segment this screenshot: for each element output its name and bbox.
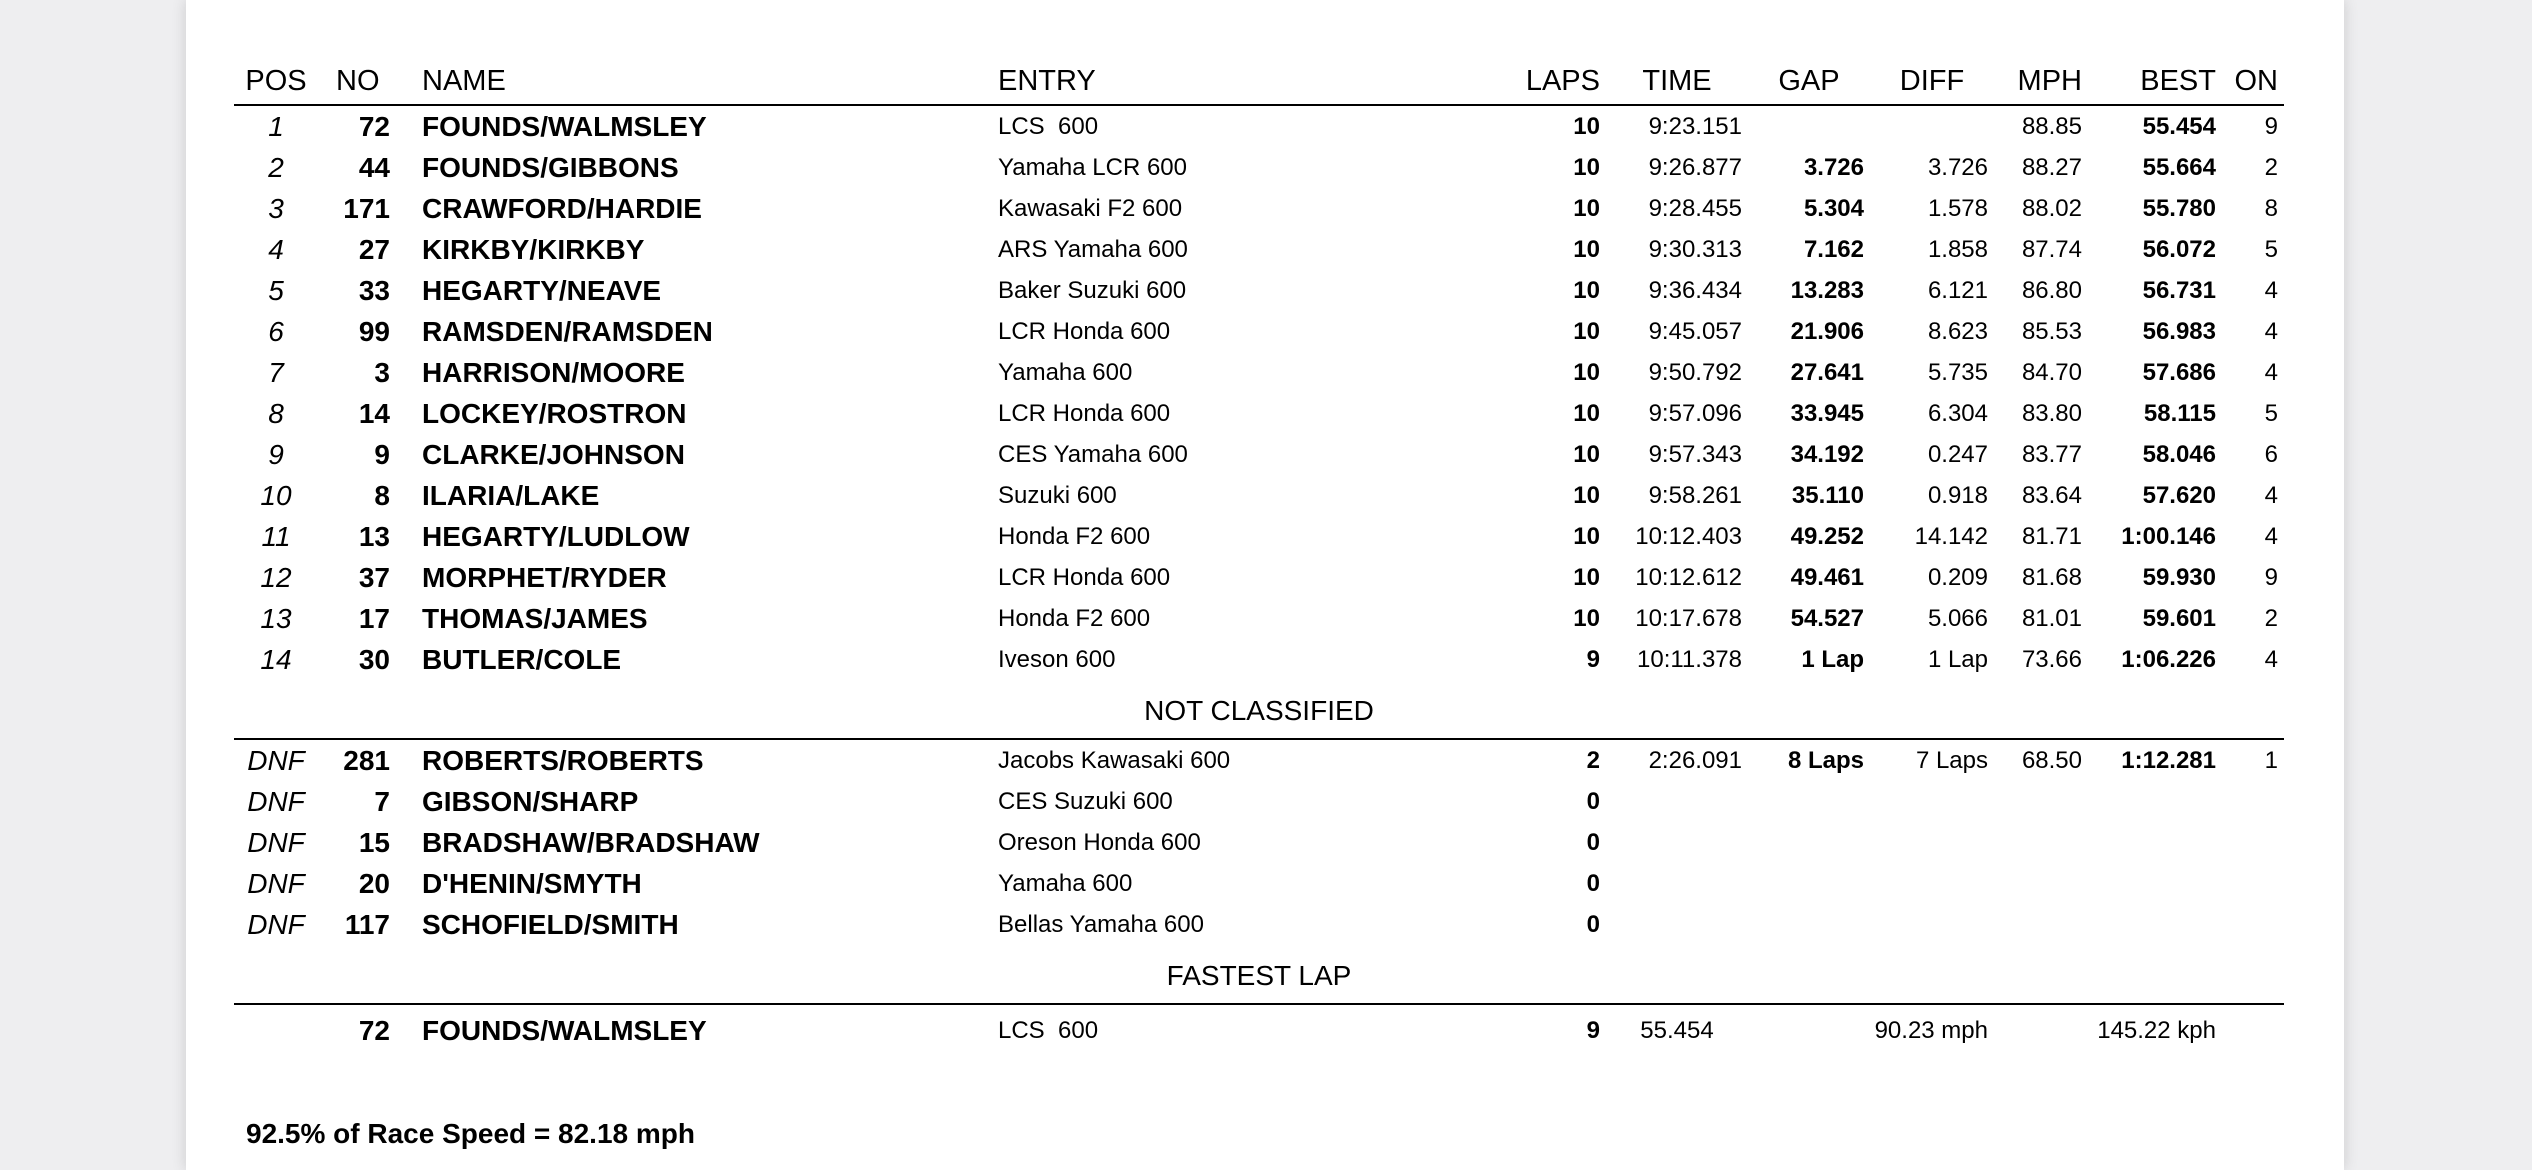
cell-mph: 81.01 bbox=[2021, 604, 2082, 632]
cell-name: BUTLER/COLE bbox=[422, 643, 622, 675]
cell-gap: 33.945 bbox=[1790, 399, 1864, 427]
cell-no: 13 bbox=[358, 520, 390, 552]
not-classified-heading-row bbox=[234, 680, 2284, 739]
cell-mph bbox=[1994, 822, 2088, 863]
cell-entry: LCR Honda 600 bbox=[998, 399, 1171, 427]
fastest-lap-row bbox=[234, 1004, 2284, 1057]
cell-diff: 0.247 bbox=[1927, 440, 1988, 468]
cell-mph: 88.85 bbox=[2021, 112, 2082, 140]
cell-on: 4 bbox=[2264, 481, 2278, 509]
header-gap: GAP bbox=[1748, 58, 1870, 105]
header-laps: LAPS bbox=[1482, 58, 1606, 105]
table-row bbox=[234, 352, 2284, 393]
header-no: NO bbox=[318, 58, 396, 105]
cell-mph: 87.74 bbox=[2021, 235, 2082, 263]
cell-laps: 10 bbox=[1573, 604, 1600, 632]
cell-gap bbox=[1748, 822, 1870, 863]
cell-on bbox=[2222, 822, 2284, 863]
cell-pos: 7 bbox=[268, 356, 284, 388]
cell-on: 9 bbox=[2264, 563, 2278, 591]
cell-diff: 3.726 bbox=[1927, 153, 1988, 181]
cell-gap: 54.527 bbox=[1790, 604, 1864, 632]
cell-time: 10:12.612 bbox=[1635, 563, 1742, 591]
cell-best: 59.930 bbox=[2142, 563, 2216, 591]
cell-mph: 81.71 bbox=[2021, 522, 2082, 550]
cell-pos: 4 bbox=[268, 233, 284, 265]
table-row bbox=[234, 475, 2284, 516]
cell-entry: LCR Honda 600 bbox=[998, 563, 1171, 591]
cell-name: MORPHET/RYDER bbox=[422, 561, 667, 593]
cell-best bbox=[2088, 863, 2222, 904]
header-diff: DIFF bbox=[1870, 58, 1994, 105]
cell-best: 58.115 bbox=[2143, 399, 2216, 427]
cell-name: FOUNDS/GIBBONS bbox=[422, 151, 679, 183]
cell-gap: 34.192 bbox=[1790, 440, 1864, 468]
cell-time: 9:58.261 bbox=[1648, 481, 1742, 509]
cell-best: 58.046 bbox=[2142, 440, 2216, 468]
cell-diff: 6.121 bbox=[1927, 276, 1988, 304]
cell-gap: 5.304 bbox=[1803, 194, 1864, 222]
fastest-lap-kph: 145.22 kph bbox=[2097, 1017, 2216, 1044]
table-row bbox=[234, 598, 2284, 639]
fastest-lap-heading-row bbox=[234, 945, 2284, 1004]
cell-time bbox=[1606, 781, 1748, 822]
cell-entry: Iveson 600 bbox=[998, 645, 1116, 673]
cell-on: 2 bbox=[2264, 153, 2278, 181]
cell-laps: 10 bbox=[1573, 317, 1600, 345]
cell-time: 9:26.877 bbox=[1648, 153, 1742, 181]
cell-laps: 10 bbox=[1573, 235, 1600, 263]
cell-time: 9:30.313 bbox=[1648, 235, 1742, 263]
cell-entry: Honda F2 600 bbox=[998, 522, 1151, 550]
cell-time: 10:12.403 bbox=[1635, 522, 1742, 550]
cell-laps: 0 bbox=[1586, 869, 1600, 897]
cell-best: 55.454 bbox=[2142, 112, 2216, 140]
cell-mph: 81.68 bbox=[2021, 563, 2082, 591]
cell-mph: 83.64 bbox=[2021, 481, 2082, 509]
cell-entry: Kawasaki F2 600 bbox=[998, 194, 1183, 222]
cell-time: 10:11.378 bbox=[1637, 645, 1742, 673]
cell-diff: 5.066 bbox=[1927, 604, 1988, 632]
table-row bbox=[234, 822, 2284, 863]
cell-gap bbox=[1748, 105, 1870, 147]
table-row bbox=[234, 311, 2284, 352]
cell-gap: 3.726 bbox=[1803, 153, 1864, 181]
cell-name: LOCKEY/ROSTRON bbox=[422, 397, 687, 429]
cell-mph: 68.50 bbox=[2021, 746, 2082, 774]
header-on: ON bbox=[2222, 58, 2284, 105]
cell-time: 9:23.151 bbox=[1648, 112, 1742, 140]
cell-laps: 10 bbox=[1573, 440, 1600, 468]
cell-entry: Bellas Yamaha 600 bbox=[998, 910, 1204, 938]
cell-laps: 2 bbox=[1586, 746, 1600, 774]
table-row bbox=[234, 781, 2284, 822]
cell-on: 4 bbox=[2264, 358, 2278, 386]
cell-laps: 9 bbox=[1586, 645, 1600, 673]
not-classified-results bbox=[234, 739, 2284, 945]
cell-laps: 10 bbox=[1573, 194, 1600, 222]
cell-laps: 10 bbox=[1573, 358, 1600, 386]
header-mph: MPH bbox=[1994, 58, 2088, 105]
cell-gap: 8 Laps bbox=[1787, 746, 1864, 774]
cell-no: 3 bbox=[374, 356, 390, 388]
cell-laps: 10 bbox=[1573, 399, 1600, 427]
cell-mph: 85.53 bbox=[2021, 317, 2082, 345]
cell-name: GIBSON/SHARP bbox=[422, 785, 639, 817]
classified-results bbox=[234, 105, 2284, 680]
cell-time: 9:36.434 bbox=[1648, 276, 1742, 304]
cell-on: 4 bbox=[2264, 317, 2278, 345]
table-row bbox=[234, 270, 2284, 311]
header-best: BEST bbox=[2088, 58, 2222, 105]
cell-laps: 0 bbox=[1586, 910, 1600, 938]
cell-on: 9 bbox=[2264, 112, 2278, 140]
cell-entry: Yamaha LCR 600 bbox=[998, 153, 1187, 181]
cell-diff: 1.578 bbox=[1927, 194, 1988, 222]
cell-pos: 6 bbox=[268, 315, 284, 347]
cell-time: 9:45.057 bbox=[1648, 317, 1742, 345]
cell-best: 55.780 bbox=[2142, 194, 2216, 222]
fastest-lap-lap: 9 bbox=[1586, 1017, 1600, 1044]
table-row bbox=[234, 147, 2284, 188]
fastest-lap-name: FOUNDS/WALMSLEY bbox=[422, 1015, 707, 1046]
cell-no: 44 bbox=[358, 151, 390, 183]
cell-no: 37 bbox=[358, 561, 390, 593]
cell-name: CLARKE/JOHNSON bbox=[422, 438, 685, 470]
cell-entry: Oreson Honda 600 bbox=[998, 828, 1201, 856]
cell-no: 27 bbox=[358, 233, 390, 265]
cell-mph: 73.66 bbox=[2021, 645, 2082, 673]
cell-no: 15 bbox=[358, 826, 390, 858]
cell-diff: 1.858 bbox=[1927, 235, 1988, 263]
cell-entry: Yamaha 600 bbox=[998, 869, 1133, 897]
cell-diff bbox=[1870, 863, 1994, 904]
cell-time bbox=[1606, 904, 1748, 945]
cell-pos: DNF bbox=[247, 908, 305, 940]
cell-entry: Suzuki 600 bbox=[998, 481, 1117, 509]
cell-best: 1:06.226 bbox=[2121, 645, 2216, 673]
cell-on: 4 bbox=[2264, 276, 2278, 304]
not-classified-title: NOT CLASSIFIED bbox=[234, 680, 2284, 739]
cell-on: 6 bbox=[2264, 440, 2278, 468]
cell-pos: DNF bbox=[247, 867, 305, 899]
cell-mph bbox=[1994, 863, 2088, 904]
fastest-lap-empty bbox=[2222, 1004, 2284, 1057]
table-row bbox=[234, 739, 2284, 781]
table-row bbox=[234, 516, 2284, 557]
header-name: NAME bbox=[396, 58, 992, 105]
cell-best bbox=[2088, 904, 2222, 945]
cell-pos: DNF bbox=[247, 744, 305, 776]
cell-pos: DNF bbox=[247, 785, 305, 817]
cell-on: 5 bbox=[2264, 399, 2278, 427]
cell-best: 55.664 bbox=[2142, 153, 2216, 181]
cell-no: 9 bbox=[374, 438, 390, 470]
cell-best bbox=[2088, 781, 2222, 822]
cell-pos: 3 bbox=[268, 192, 284, 224]
cell-no: 17 bbox=[358, 602, 390, 634]
fastest-lap-section bbox=[234, 945, 2284, 1057]
cell-pos: 8 bbox=[268, 397, 284, 429]
table-row bbox=[234, 434, 2284, 475]
cell-diff bbox=[1870, 105, 1994, 147]
cell-diff bbox=[1870, 904, 1994, 945]
cell-entry: CES Yamaha 600 bbox=[998, 440, 1188, 468]
table-row bbox=[234, 639, 2284, 680]
header-row bbox=[234, 58, 2284, 105]
table-row bbox=[234, 393, 2284, 434]
cell-name: SCHOFIELD/SMITH bbox=[422, 908, 679, 940]
header-pos: POS bbox=[234, 58, 318, 105]
cell-gap: 49.252 bbox=[1790, 522, 1864, 550]
cell-entry: Yamaha 600 bbox=[998, 358, 1133, 386]
cell-mph: 84.70 bbox=[2021, 358, 2082, 386]
cell-time: 9:28.455 bbox=[1648, 194, 1742, 222]
cell-gap: 27.641 bbox=[1790, 358, 1864, 386]
cell-best: 56.731 bbox=[2142, 276, 2216, 304]
header-time: TIME bbox=[1606, 58, 1748, 105]
cell-best: 57.620 bbox=[2142, 481, 2216, 509]
cell-no: 14 bbox=[358, 397, 390, 429]
cell-on bbox=[2222, 863, 2284, 904]
cell-entry: Honda F2 600 bbox=[998, 604, 1151, 632]
cell-name: FOUNDS/WALMSLEY bbox=[422, 110, 707, 142]
table-row bbox=[234, 557, 2284, 598]
cell-on: 8 bbox=[2264, 194, 2278, 222]
cell-mph: 83.77 bbox=[2021, 440, 2082, 468]
cell-laps: 0 bbox=[1586, 828, 1600, 856]
cell-on: 4 bbox=[2264, 522, 2278, 550]
cell-mph bbox=[1994, 781, 2088, 822]
cell-entry: CES Suzuki 600 bbox=[998, 787, 1173, 815]
cell-laps: 10 bbox=[1573, 153, 1600, 181]
race-speed-footnote: 92.5% of Race Speed = 82.18 mph bbox=[246, 1118, 695, 1149]
table-row bbox=[234, 105, 2284, 147]
cell-pos: 2 bbox=[268, 151, 284, 183]
cell-no: 117 bbox=[344, 908, 390, 940]
cell-time bbox=[1606, 822, 1748, 863]
cell-name: HARRISON/MOORE bbox=[422, 356, 685, 388]
cell-pos: 10 bbox=[260, 479, 292, 511]
cell-best: 57.686 bbox=[2142, 358, 2216, 386]
fastest-lap-pos bbox=[234, 1004, 318, 1057]
cell-pos: 5 bbox=[268, 274, 284, 306]
cell-pos: 11 bbox=[261, 520, 291, 552]
cell-time: 2:26.091 bbox=[1648, 746, 1742, 774]
cell-diff: 7 Laps bbox=[1915, 746, 1988, 774]
cell-entry: LCR Honda 600 bbox=[998, 317, 1171, 345]
cell-best: 1:00.146 bbox=[2121, 522, 2216, 550]
fastest-lap-mph: 90.23 mph bbox=[1874, 1017, 1988, 1044]
cell-time: 9:57.343 bbox=[1648, 440, 1742, 468]
cell-name: RAMSDEN/RAMSDEN bbox=[422, 315, 713, 347]
cell-name: ILARIA/LAKE bbox=[422, 479, 600, 511]
not-classified-section bbox=[234, 680, 2284, 739]
cell-name: ROBERTS/ROBERTS bbox=[422, 744, 704, 776]
cell-gap: 7.162 bbox=[1803, 235, 1864, 263]
cell-gap: 21.906 bbox=[1790, 317, 1864, 345]
cell-mph: 88.02 bbox=[2021, 194, 2082, 222]
cell-laps: 0 bbox=[1586, 787, 1600, 815]
cell-no: 8 bbox=[374, 479, 390, 511]
cell-time bbox=[1606, 863, 1748, 904]
results-sheet bbox=[186, 0, 2344, 1170]
cell-no: 281 bbox=[343, 744, 390, 776]
cell-time: 9:50.792 bbox=[1648, 358, 1742, 386]
cell-on bbox=[2222, 781, 2284, 822]
cell-on: 4 bbox=[2264, 645, 2278, 673]
cell-pos: 12 bbox=[260, 561, 292, 593]
cell-best bbox=[2088, 822, 2222, 863]
cell-laps: 10 bbox=[1573, 522, 1600, 550]
cell-mph: 88.27 bbox=[2021, 153, 2082, 181]
cell-best: 56.072 bbox=[2142, 235, 2216, 263]
cell-gap: 35.110 bbox=[1791, 481, 1864, 509]
cell-no: 20 bbox=[358, 867, 390, 899]
cell-diff: 0.918 bbox=[1927, 481, 1988, 509]
table-row bbox=[234, 188, 2284, 229]
cell-name: HEGARTY/NEAVE bbox=[422, 274, 662, 306]
cell-diff bbox=[1870, 781, 1994, 822]
table-row bbox=[234, 904, 2284, 945]
cell-diff: 5.735 bbox=[1927, 358, 1988, 386]
cell-name: BRADSHAW/BRADSHAW bbox=[422, 826, 760, 858]
cell-pos: 14 bbox=[260, 643, 292, 675]
cell-no: 7 bbox=[374, 785, 390, 817]
cell-no: 72 bbox=[358, 110, 390, 142]
cell-name: HEGARTY/LUDLOW bbox=[422, 520, 690, 552]
cell-best: 56.983 bbox=[2142, 317, 2216, 345]
table-row bbox=[234, 863, 2284, 904]
fastest-lap-no: 72 bbox=[358, 1015, 390, 1046]
cell-name: D'HENIN/SMYTH bbox=[422, 867, 642, 899]
header-entry: ENTRY bbox=[992, 58, 1482, 105]
cell-gap bbox=[1748, 863, 1870, 904]
cell-no: 171 bbox=[343, 192, 390, 224]
cell-laps: 10 bbox=[1573, 112, 1600, 140]
cell-pos: 9 bbox=[268, 438, 284, 470]
table-row bbox=[234, 229, 2284, 270]
cell-entry: LCS 600 bbox=[998, 112, 1099, 140]
cell-diff: 0.209 bbox=[1927, 563, 1988, 591]
cell-gap: 13.283 bbox=[1790, 276, 1864, 304]
cell-laps: 10 bbox=[1573, 481, 1600, 509]
cell-mph: 86.80 bbox=[2021, 276, 2082, 304]
cell-on bbox=[2222, 904, 2284, 945]
cell-name: KIRKBY/KIRKBY bbox=[422, 233, 645, 265]
cell-best: 1:12.281 bbox=[2121, 746, 2216, 774]
cell-name: CRAWFORD/HARDIE bbox=[422, 192, 702, 224]
cell-mph bbox=[1994, 904, 2088, 945]
results-table bbox=[234, 58, 2284, 1057]
cell-gap bbox=[1748, 904, 1870, 945]
cell-entry: ARS Yamaha 600 bbox=[998, 235, 1188, 263]
cell-laps: 10 bbox=[1573, 563, 1600, 591]
cell-entry: Baker Suzuki 600 bbox=[998, 276, 1187, 304]
cell-mph: 83.80 bbox=[2021, 399, 2082, 427]
cell-pos: 1 bbox=[268, 110, 284, 142]
fastest-lap-time: 55.454 bbox=[1640, 1017, 1714, 1044]
cell-no: 33 bbox=[358, 274, 390, 306]
fastest-lap-entry: LCS 600 bbox=[998, 1017, 1099, 1044]
cell-on: 5 bbox=[2264, 235, 2278, 263]
cell-gap bbox=[1748, 781, 1870, 822]
cell-best: 59.601 bbox=[2142, 604, 2216, 632]
cell-gap: 49.461 bbox=[1790, 563, 1864, 591]
cell-diff: 1 Lap bbox=[1927, 645, 1988, 673]
cell-diff: 6.304 bbox=[1927, 399, 1988, 427]
cell-laps: 10 bbox=[1573, 276, 1600, 304]
cell-pos: DNF bbox=[247, 826, 305, 858]
cell-no: 99 bbox=[358, 315, 390, 347]
cell-on: 1 bbox=[2264, 746, 2278, 774]
cell-gap: 1 Lap bbox=[1801, 645, 1864, 673]
cell-time: 10:17.678 bbox=[1635, 604, 1742, 632]
cell-pos: 13 bbox=[260, 602, 292, 634]
cell-diff bbox=[1870, 822, 1994, 863]
cell-time: 9:57.096 bbox=[1648, 399, 1742, 427]
cell-name: THOMAS/JAMES bbox=[422, 602, 648, 634]
cell-on: 2 bbox=[2264, 604, 2278, 632]
cell-entry: Jacobs Kawasaki 600 bbox=[998, 746, 1231, 774]
cell-diff: 8.623 bbox=[1927, 317, 1988, 345]
cell-no: 30 bbox=[358, 643, 390, 675]
fastest-lap-title: FASTEST LAP bbox=[234, 945, 2284, 1004]
cell-diff: 14.142 bbox=[1914, 522, 1988, 550]
